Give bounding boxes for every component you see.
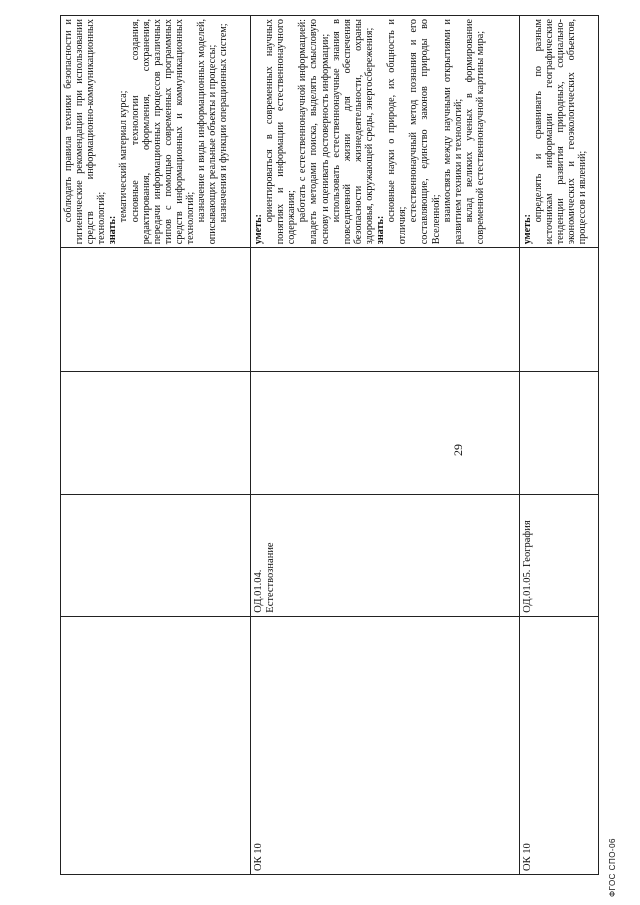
- requirements-cell: [520, 16, 599, 248]
- empty-cell: [61, 372, 251, 494]
- competency-cell: ОК 10: [251, 616, 520, 874]
- requirement-item: основные технологии создания, редактирования, оформления, сохранения, передачи информационных процессов различных типов с помощью современных программных средств информационных и коммуникационных технологий;: [129, 19, 197, 245]
- section-heading: уметь:: [253, 214, 264, 245]
- empty-cell: [520, 248, 599, 372]
- empty-cell: [61, 248, 251, 372]
- section-heading: уметь:: [522, 214, 533, 245]
- table-row: [520, 16, 599, 875]
- discipline-cell: [61, 494, 251, 616]
- discipline-cell: ОД.01.05. География: [520, 494, 599, 616]
- requirements-cell: [251, 16, 520, 248]
- requirement-item: работать с естественнонаучной информацией: владеть методами поиска, выделять смысловую основу и оценивать достоверность информации;: [297, 19, 331, 245]
- competency-table: [60, 15, 599, 875]
- table-row: [251, 16, 520, 875]
- requirements-text: [522, 19, 589, 244]
- competency-cell: ОК 10: [520, 616, 599, 874]
- requirement-item: использовать естественнонаучные знания в повседневной жизни для обеспечения безопасности жизнедеятельности, охраны здоровья, окружающей среды, энергосбережения;: [330, 19, 375, 245]
- requirements-text: [253, 19, 486, 244]
- requirement-item: назначения и функции операционных систем;: [218, 23, 230, 223]
- requirement-item: вклад великих ученых в формирование современной естественнонаучной картины мира;: [463, 19, 486, 245]
- footer-code: ФГОС СПО-06: [608, 838, 617, 897]
- discipline-cell: ОД.01.04. Естествознание: [251, 494, 520, 616]
- requirement-item: назначение и виды информационных моделей, описывающих реальные объекты и процессы;: [196, 19, 219, 245]
- requirement-item: определять и сравнивать по разным источникам информации географические тенденции развития природных, социально-экономических и геоэкологических объектов, процессов и явлений;: [533, 19, 589, 245]
- requirements-cell: [61, 16, 251, 248]
- section-heading: знать:: [375, 215, 387, 245]
- requirement-item: взаимосвязь между научными открытиями и развитием техники и технологий;: [441, 19, 464, 245]
- competency-cell: [61, 616, 251, 874]
- requirement-item: основные науки о природе, их общность и отличия;: [386, 19, 409, 245]
- requirements-text: [63, 19, 229, 244]
- requirement-item: ориентироваться в современных научных понятиях и информации естественнонаучного содержания;: [264, 19, 298, 245]
- section-heading: знать:: [107, 215, 119, 245]
- requirement-item: тематический материал курса;: [118, 90, 130, 223]
- empty-cell: [251, 372, 520, 494]
- page-number: 29: [451, 444, 465, 456]
- requirement-item: соблюдать правила техники безопасности и гигиенические рекомендации при использовании средств информационно-коммуникационных технологий;: [63, 19, 108, 245]
- table-row: [61, 16, 251, 875]
- empty-cell: [251, 248, 520, 372]
- requirement-item: естественнонаучный метод познания и его составляющие, единство законов природы во Вселенной;: [408, 19, 442, 245]
- empty-cell: [520, 372, 599, 494]
